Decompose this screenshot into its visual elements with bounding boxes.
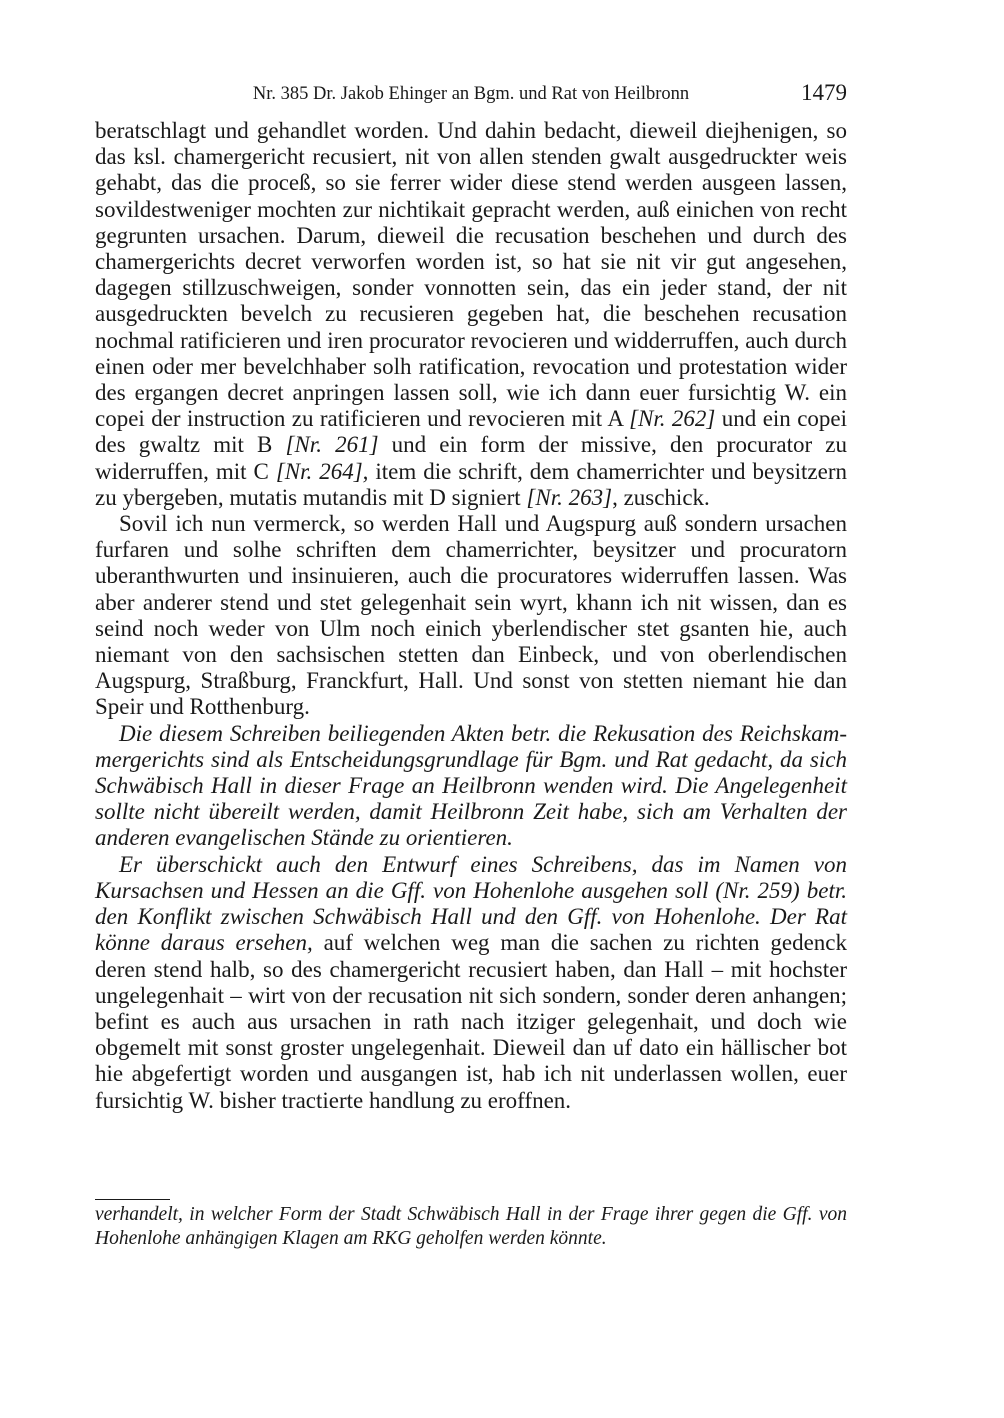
paragraph-2: Sovil ich nun vermerck, so werden Hall und Augspurg auß sondern ursachen furfaren und solhe schriften dem chamerrichter, beysitzer und procuratorn uberanthwurten und insinuieren, auch die procuratores widerruffen lassen. Was aber anderer stend und stet gelegenhait sein wyrt, khann ich nit wissen, dan es seind noch weder von Ulm noch einich yberlendischer stet gsanten hie, auch niemant von den sachsischen stetten dan Einbeck, und von oberlendischen Augspurg, Straßburg, Franckfurt, Hall. Und sonst von stetten niemant hie dan Speir und Rotthenburg. — [95, 511, 847, 720]
paragraph-1-text-b: und ein copei des gwaltz mit B — [95, 406, 848, 458]
editorial-summary-1: Die diesem Schreiben beiliegenden Akten betr. die Rekusation des Reichskammergerichts sind als Entscheidungsgrundlage für Bgm. und Rat gedacht, da sich Schwäbisch Hall in dieser Frage an Heilbronn wenden wird. Die Angelegenheit sollte nicht übereilt werden, damit Heilbronn Zeit habe, sich am Verhalten der anderen evangelischen Stände zu orientieren. — [95, 720, 847, 851]
paragraph-1-text-e: , zuschick. — [612, 484, 710, 510]
running-head — [95, 80, 847, 108]
main-text — [95, 118, 847, 1114]
paragraph-1-text-a: beratschlagt und gehandlet worden. Und dahin bedacht, dieweil diejhenigen, so das ksl. chamergericht recusiert, nit von allen stenden gwalt ausgedruckter weis gehabt, das die proceß, so sie ferrer wider diese stend werden ausgeen lassen, sovildestweniger mochten zur nichtikait gepracht werden, auß einichen von recht gegrunten ursachen. Darum, dieweil die recusation beschehen und durch des chamergerichts decret verworfen worden ist, so hat sie nit vir gut angesehen, dagegen stillzuschweigen, sonder vonnotten sein, das ein jeder stand, der nit ausgedruckten bevelch zu recusieren gegeben hat, die beschehen recusation nochmal ratificieren und iren procurator revocieren und widderruffen, auch durch einen oder mer bevelchhaber solh ratification, revocation und protestation wider des ergangen decret anpringen lassen soll, wie ich dann euer fursichtig W. ein copei der instruction zu ratificieren und revocieren mit A — [95, 118, 847, 432]
page-number: 1479 — [801, 80, 847, 105]
cross-reference-nr-262: [Nr. 262] — [629, 406, 716, 432]
cross-reference-nr-264: [Nr. 264], — [275, 458, 369, 484]
running-title: Nr. 385 Dr. Jakob Ehinger an Bgm. und Rat von Heilbronn — [252, 84, 690, 104]
paragraph-1-text-d: item die schrift, dem chamerrichter und beysitzern zu ybergeben, mutatis mutandis mit D signiert — [95, 458, 847, 510]
paragraph-1 — [95, 118, 847, 511]
footnote-divider — [95, 1199, 170, 1200]
cross-reference-nr-263: [Nr. 263] — [526, 484, 613, 510]
paragraph-4 — [95, 852, 847, 1114]
editorial-summary-2: Er überschickt auch den Entwurf eines Schreibens, das im Namen von Kursachsen und Hessen an die Gff. von Hohenlohe ausgehen soll (Nr. 259) betr. den Konflikt zwischen Schwäbisch Hall und den Gff. von Hohenlohe. Der Rat könne daraus ersehen, — [95, 851, 847, 956]
paragraph-1-text-c: und ein form der missive, den procurator zu widerruffen, mit C — [95, 432, 847, 484]
cross-reference-nr-261: [Nr. 261] — [285, 432, 379, 458]
paragraph-4-quotation: auf welchen weg man die sachen zu richten gedenck deren stend halb, so des chamergericht recusiert haben, dan Hall – mit hochster ungelegenhait – wirt von der recusation nit sich sondern, sonder deren anhangen; befint es auch aus ursachen in rath nach itziger gelegenhait, und doch wie obgemelt mit sonst groster ungelegenhait. Dieweil dan uf dato ein hällischer bot hie abgefertigt worden und ausgangen ist, hab ich nit underlassen wollen, euer fursichtig W. bisher tractierte handlung zu eroffnen. — [95, 930, 847, 1113]
footnote: verhandelt, in welcher Form der Stadt Schwäbisch Hall in der Frage ihrer gegen die Gff. von Hohenlohe anhängigen Klagen am RKG geholfen werden könnte. — [95, 1204, 847, 1249]
